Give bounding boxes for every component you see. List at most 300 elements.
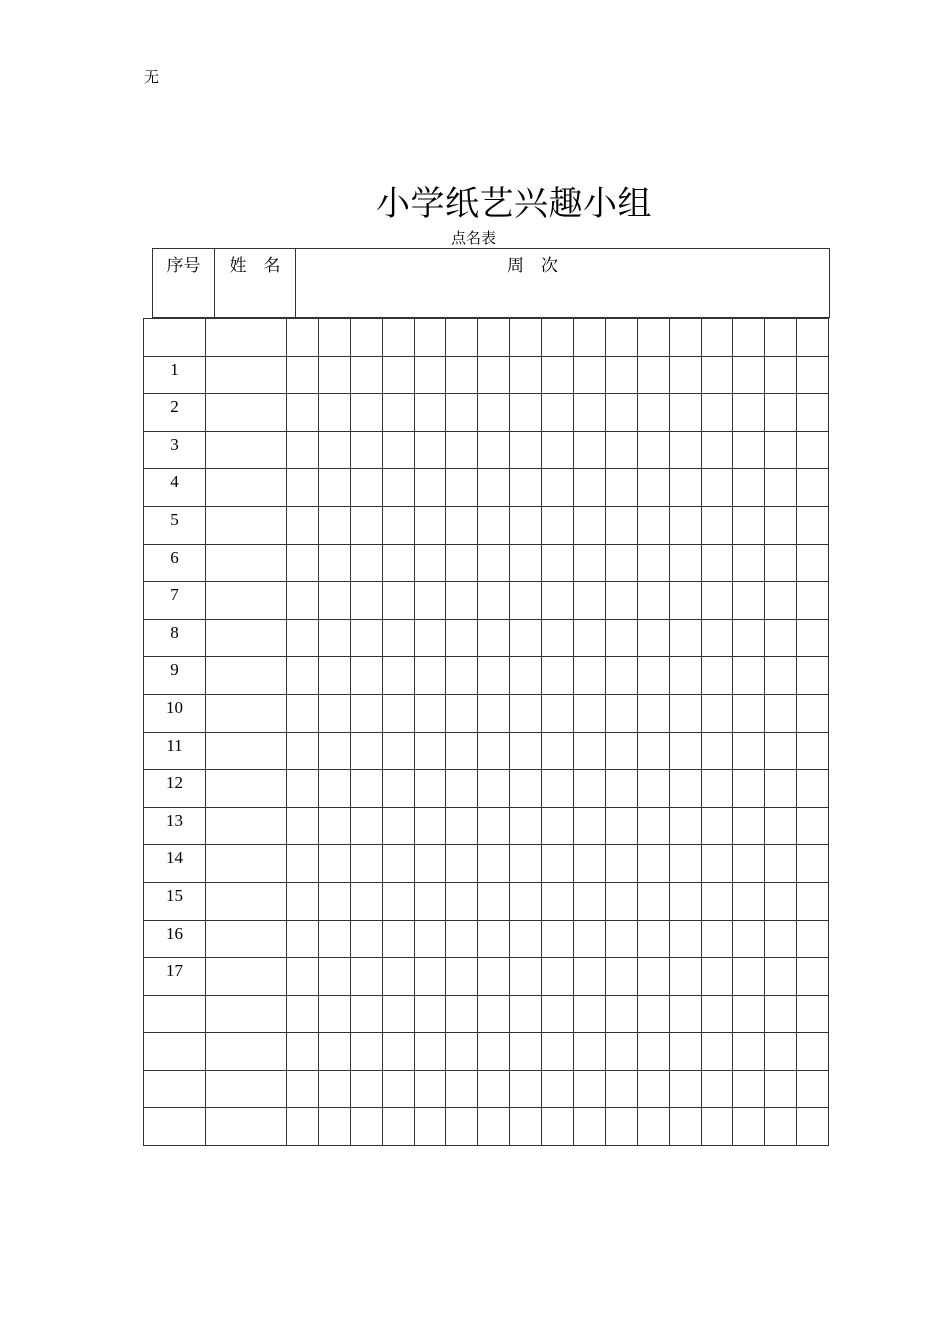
attendance-cell[interactable] bbox=[350, 995, 382, 1033]
attendance-cell[interactable] bbox=[669, 657, 701, 695]
attendance-cell[interactable] bbox=[574, 469, 606, 507]
attendance-cell[interactable] bbox=[287, 958, 319, 996]
attendance-cell[interactable] bbox=[287, 882, 319, 920]
attendance-cell[interactable] bbox=[478, 431, 510, 469]
attendance-cell[interactable] bbox=[574, 506, 606, 544]
attendance-cell[interactable] bbox=[382, 319, 414, 357]
attendance-cell[interactable] bbox=[318, 807, 350, 845]
attendance-cell[interactable] bbox=[287, 995, 319, 1033]
attendance-cell[interactable] bbox=[605, 619, 637, 657]
attendance-cell[interactable] bbox=[765, 394, 797, 432]
attendance-cell[interactable] bbox=[287, 732, 319, 770]
attendance-cell[interactable] bbox=[318, 319, 350, 357]
attendance-cell[interactable] bbox=[669, 582, 701, 620]
name-cell[interactable] bbox=[206, 732, 287, 770]
attendance-cell[interactable] bbox=[414, 882, 446, 920]
attendance-cell[interactable] bbox=[605, 544, 637, 582]
attendance-cell[interactable] bbox=[414, 619, 446, 657]
attendance-cell[interactable] bbox=[446, 582, 478, 620]
attendance-cell[interactable] bbox=[733, 770, 765, 808]
attendance-cell[interactable] bbox=[701, 920, 733, 958]
attendance-cell[interactable] bbox=[542, 732, 574, 770]
attendance-cell[interactable] bbox=[510, 694, 542, 732]
attendance-cell[interactable] bbox=[350, 319, 382, 357]
attendance-cell[interactable] bbox=[574, 807, 606, 845]
attendance-cell[interactable] bbox=[797, 1070, 829, 1108]
attendance-cell[interactable] bbox=[510, 319, 542, 357]
attendance-cell[interactable] bbox=[797, 469, 829, 507]
attendance-cell[interactable] bbox=[669, 920, 701, 958]
attendance-cell[interactable] bbox=[605, 958, 637, 996]
attendance-cell[interactable] bbox=[765, 807, 797, 845]
attendance-cell[interactable] bbox=[605, 657, 637, 695]
attendance-cell[interactable] bbox=[318, 1070, 350, 1108]
attendance-cell[interactable] bbox=[350, 1108, 382, 1146]
attendance-cell[interactable] bbox=[637, 770, 669, 808]
attendance-cell[interactable] bbox=[701, 657, 733, 695]
attendance-cell[interactable] bbox=[797, 394, 829, 432]
attendance-cell[interactable] bbox=[446, 807, 478, 845]
attendance-cell[interactable] bbox=[701, 694, 733, 732]
attendance-cell[interactable] bbox=[446, 1108, 478, 1146]
attendance-cell[interactable] bbox=[765, 469, 797, 507]
attendance-cell[interactable] bbox=[574, 882, 606, 920]
name-cell[interactable] bbox=[206, 582, 287, 620]
attendance-cell[interactable] bbox=[446, 845, 478, 883]
attendance-cell[interactable] bbox=[446, 356, 478, 394]
attendance-cell[interactable] bbox=[287, 807, 319, 845]
attendance-cell[interactable] bbox=[542, 770, 574, 808]
attendance-cell[interactable] bbox=[414, 845, 446, 883]
attendance-cell[interactable] bbox=[733, 920, 765, 958]
attendance-cell[interactable] bbox=[510, 431, 542, 469]
attendance-cell[interactable] bbox=[510, 1108, 542, 1146]
attendance-cell[interactable] bbox=[478, 958, 510, 996]
attendance-cell[interactable] bbox=[414, 657, 446, 695]
attendance-cell[interactable] bbox=[542, 394, 574, 432]
attendance-cell[interactable] bbox=[797, 544, 829, 582]
attendance-cell[interactable] bbox=[478, 356, 510, 394]
attendance-cell[interactable] bbox=[605, 469, 637, 507]
attendance-cell[interactable] bbox=[478, 732, 510, 770]
attendance-cell[interactable] bbox=[733, 995, 765, 1033]
name-cell[interactable] bbox=[206, 845, 287, 883]
name-cell[interactable] bbox=[206, 1108, 287, 1146]
attendance-cell[interactable] bbox=[574, 657, 606, 695]
attendance-cell[interactable] bbox=[318, 431, 350, 469]
attendance-cell[interactable] bbox=[446, 394, 478, 432]
attendance-cell[interactable] bbox=[797, 995, 829, 1033]
attendance-cell[interactable] bbox=[350, 958, 382, 996]
attendance-cell[interactable] bbox=[382, 920, 414, 958]
attendance-cell[interactable] bbox=[287, 356, 319, 394]
attendance-cell[interactable] bbox=[318, 1033, 350, 1071]
attendance-cell[interactable] bbox=[382, 1033, 414, 1071]
attendance-cell[interactable] bbox=[510, 920, 542, 958]
attendance-cell[interactable] bbox=[446, 1070, 478, 1108]
attendance-cell[interactable] bbox=[382, 694, 414, 732]
attendance-cell[interactable] bbox=[669, 1070, 701, 1108]
attendance-cell[interactable] bbox=[478, 582, 510, 620]
attendance-cell[interactable] bbox=[701, 1070, 733, 1108]
attendance-cell[interactable] bbox=[510, 506, 542, 544]
attendance-cell[interactable] bbox=[797, 506, 829, 544]
attendance-cell[interactable] bbox=[318, 845, 350, 883]
name-cell[interactable] bbox=[206, 469, 287, 507]
attendance-cell[interactable] bbox=[637, 1108, 669, 1146]
attendance-cell[interactable] bbox=[765, 319, 797, 357]
attendance-cell[interactable] bbox=[701, 469, 733, 507]
attendance-cell[interactable] bbox=[797, 845, 829, 883]
attendance-cell[interactable] bbox=[414, 732, 446, 770]
attendance-cell[interactable] bbox=[797, 356, 829, 394]
attendance-cell[interactable] bbox=[765, 619, 797, 657]
attendance-cell[interactable] bbox=[637, 319, 669, 357]
attendance-cell[interactable] bbox=[605, 995, 637, 1033]
attendance-cell[interactable] bbox=[733, 1070, 765, 1108]
attendance-cell[interactable] bbox=[350, 882, 382, 920]
attendance-cell[interactable] bbox=[701, 807, 733, 845]
attendance-cell[interactable] bbox=[637, 469, 669, 507]
attendance-cell[interactable] bbox=[382, 582, 414, 620]
attendance-cell[interactable] bbox=[542, 807, 574, 845]
attendance-cell[interactable] bbox=[414, 1070, 446, 1108]
name-cell[interactable] bbox=[206, 1070, 287, 1108]
attendance-cell[interactable] bbox=[542, 1108, 574, 1146]
name-cell[interactable] bbox=[206, 770, 287, 808]
attendance-cell[interactable] bbox=[318, 694, 350, 732]
attendance-cell[interactable] bbox=[669, 845, 701, 883]
attendance-cell[interactable] bbox=[414, 1033, 446, 1071]
attendance-cell[interactable] bbox=[733, 356, 765, 394]
attendance-cell[interactable] bbox=[701, 770, 733, 808]
attendance-cell[interactable] bbox=[446, 506, 478, 544]
attendance-cell[interactable] bbox=[318, 958, 350, 996]
attendance-cell[interactable] bbox=[605, 582, 637, 620]
attendance-cell[interactable] bbox=[733, 319, 765, 357]
attendance-cell[interactable] bbox=[733, 469, 765, 507]
attendance-cell[interactable] bbox=[382, 958, 414, 996]
attendance-cell[interactable] bbox=[637, 845, 669, 883]
attendance-cell[interactable] bbox=[414, 469, 446, 507]
attendance-cell[interactable] bbox=[542, 356, 574, 394]
attendance-cell[interactable] bbox=[637, 431, 669, 469]
name-cell[interactable] bbox=[206, 506, 287, 544]
attendance-cell[interactable] bbox=[574, 958, 606, 996]
attendance-cell[interactable] bbox=[542, 694, 574, 732]
attendance-cell[interactable] bbox=[701, 506, 733, 544]
attendance-cell[interactable] bbox=[478, 920, 510, 958]
attendance-cell[interactable] bbox=[382, 807, 414, 845]
attendance-cell[interactable] bbox=[318, 1108, 350, 1146]
attendance-cell[interactable] bbox=[510, 732, 542, 770]
attendance-cell[interactable] bbox=[574, 694, 606, 732]
attendance-cell[interactable] bbox=[542, 958, 574, 996]
attendance-cell[interactable] bbox=[478, 995, 510, 1033]
attendance-cell[interactable] bbox=[478, 1033, 510, 1071]
attendance-cell[interactable] bbox=[287, 394, 319, 432]
attendance-cell[interactable] bbox=[542, 469, 574, 507]
attendance-cell[interactable] bbox=[765, 882, 797, 920]
attendance-cell[interactable] bbox=[637, 582, 669, 620]
attendance-cell[interactable] bbox=[701, 394, 733, 432]
attendance-cell[interactable] bbox=[510, 882, 542, 920]
attendance-cell[interactable] bbox=[382, 732, 414, 770]
attendance-cell[interactable] bbox=[382, 995, 414, 1033]
attendance-cell[interactable] bbox=[542, 619, 574, 657]
attendance-cell[interactable] bbox=[414, 356, 446, 394]
attendance-cell[interactable] bbox=[637, 732, 669, 770]
attendance-cell[interactable] bbox=[733, 506, 765, 544]
attendance-cell[interactable] bbox=[414, 920, 446, 958]
attendance-cell[interactable] bbox=[797, 619, 829, 657]
name-cell[interactable] bbox=[206, 356, 287, 394]
attendance-cell[interactable] bbox=[701, 356, 733, 394]
attendance-cell[interactable] bbox=[637, 544, 669, 582]
attendance-cell[interactable] bbox=[605, 319, 637, 357]
attendance-cell[interactable] bbox=[478, 845, 510, 883]
attendance-cell[interactable] bbox=[605, 394, 637, 432]
attendance-cell[interactable] bbox=[574, 431, 606, 469]
attendance-cell[interactable] bbox=[765, 770, 797, 808]
attendance-cell[interactable] bbox=[605, 770, 637, 808]
attendance-cell[interactable] bbox=[382, 469, 414, 507]
attendance-cell[interactable] bbox=[287, 657, 319, 695]
attendance-cell[interactable] bbox=[637, 356, 669, 394]
attendance-cell[interactable] bbox=[637, 1070, 669, 1108]
attendance-cell[interactable] bbox=[765, 1108, 797, 1146]
attendance-cell[interactable] bbox=[797, 958, 829, 996]
attendance-cell[interactable] bbox=[478, 770, 510, 808]
attendance-cell[interactable] bbox=[542, 845, 574, 883]
attendance-cell[interactable] bbox=[446, 770, 478, 808]
attendance-cell[interactable] bbox=[605, 807, 637, 845]
attendance-cell[interactable] bbox=[350, 506, 382, 544]
attendance-cell[interactable] bbox=[637, 807, 669, 845]
attendance-cell[interactable] bbox=[701, 882, 733, 920]
attendance-cell[interactable] bbox=[478, 657, 510, 695]
name-cell[interactable] bbox=[206, 995, 287, 1033]
attendance-cell[interactable] bbox=[478, 469, 510, 507]
attendance-cell[interactable] bbox=[574, 582, 606, 620]
attendance-cell[interactable] bbox=[574, 356, 606, 394]
attendance-cell[interactable] bbox=[414, 958, 446, 996]
attendance-cell[interactable] bbox=[287, 694, 319, 732]
attendance-cell[interactable] bbox=[637, 394, 669, 432]
attendance-cell[interactable] bbox=[510, 582, 542, 620]
attendance-cell[interactable] bbox=[287, 619, 319, 657]
attendance-cell[interactable] bbox=[318, 920, 350, 958]
attendance-cell[interactable] bbox=[701, 995, 733, 1033]
attendance-cell[interactable] bbox=[510, 845, 542, 883]
attendance-cell[interactable] bbox=[733, 619, 765, 657]
attendance-cell[interactable] bbox=[765, 356, 797, 394]
attendance-cell[interactable] bbox=[542, 506, 574, 544]
attendance-cell[interactable] bbox=[797, 732, 829, 770]
attendance-cell[interactable] bbox=[478, 506, 510, 544]
attendance-cell[interactable] bbox=[318, 770, 350, 808]
attendance-cell[interactable] bbox=[510, 657, 542, 695]
attendance-cell[interactable] bbox=[765, 845, 797, 883]
attendance-cell[interactable] bbox=[287, 506, 319, 544]
attendance-cell[interactable] bbox=[287, 582, 319, 620]
attendance-cell[interactable] bbox=[765, 582, 797, 620]
attendance-cell[interactable] bbox=[605, 356, 637, 394]
attendance-cell[interactable] bbox=[637, 1033, 669, 1071]
attendance-cell[interactable] bbox=[669, 694, 701, 732]
attendance-cell[interactable] bbox=[765, 920, 797, 958]
attendance-cell[interactable] bbox=[318, 544, 350, 582]
attendance-cell[interactable] bbox=[542, 431, 574, 469]
attendance-cell[interactable] bbox=[382, 544, 414, 582]
attendance-cell[interactable] bbox=[414, 807, 446, 845]
attendance-cell[interactable] bbox=[382, 845, 414, 883]
attendance-cell[interactable] bbox=[701, 319, 733, 357]
attendance-cell[interactable] bbox=[287, 1033, 319, 1071]
attendance-cell[interactable] bbox=[510, 356, 542, 394]
attendance-cell[interactable] bbox=[733, 1108, 765, 1146]
attendance-cell[interactable] bbox=[510, 394, 542, 432]
attendance-cell[interactable] bbox=[318, 619, 350, 657]
attendance-cell[interactable] bbox=[318, 506, 350, 544]
attendance-cell[interactable] bbox=[765, 506, 797, 544]
attendance-cell[interactable] bbox=[446, 619, 478, 657]
attendance-cell[interactable] bbox=[510, 544, 542, 582]
attendance-cell[interactable] bbox=[414, 394, 446, 432]
attendance-cell[interactable] bbox=[669, 807, 701, 845]
name-cell[interactable] bbox=[206, 394, 287, 432]
attendance-cell[interactable] bbox=[605, 1033, 637, 1071]
name-cell[interactable] bbox=[206, 431, 287, 469]
attendance-cell[interactable] bbox=[446, 920, 478, 958]
attendance-cell[interactable] bbox=[637, 657, 669, 695]
attendance-cell[interactable] bbox=[446, 995, 478, 1033]
attendance-cell[interactable] bbox=[350, 431, 382, 469]
name-cell[interactable] bbox=[206, 657, 287, 695]
name-cell[interactable] bbox=[206, 882, 287, 920]
attendance-cell[interactable] bbox=[446, 319, 478, 357]
attendance-cell[interactable] bbox=[478, 1108, 510, 1146]
attendance-cell[interactable] bbox=[669, 995, 701, 1033]
attendance-cell[interactable] bbox=[669, 958, 701, 996]
attendance-cell[interactable] bbox=[542, 1033, 574, 1071]
attendance-cell[interactable] bbox=[446, 469, 478, 507]
attendance-cell[interactable] bbox=[733, 544, 765, 582]
attendance-cell[interactable] bbox=[637, 958, 669, 996]
attendance-cell[interactable] bbox=[574, 1033, 606, 1071]
attendance-cell[interactable] bbox=[542, 920, 574, 958]
attendance-cell[interactable] bbox=[574, 619, 606, 657]
attendance-cell[interactable] bbox=[318, 657, 350, 695]
attendance-cell[interactable] bbox=[733, 958, 765, 996]
attendance-cell[interactable] bbox=[669, 356, 701, 394]
attendance-cell[interactable] bbox=[797, 694, 829, 732]
attendance-cell[interactable] bbox=[510, 958, 542, 996]
attendance-cell[interactable] bbox=[701, 845, 733, 883]
attendance-cell[interactable] bbox=[701, 958, 733, 996]
attendance-cell[interactable] bbox=[350, 732, 382, 770]
attendance-cell[interactable] bbox=[669, 882, 701, 920]
attendance-cell[interactable] bbox=[446, 694, 478, 732]
attendance-cell[interactable] bbox=[350, 845, 382, 883]
attendance-cell[interactable] bbox=[318, 882, 350, 920]
attendance-cell[interactable] bbox=[637, 920, 669, 958]
name-cell[interactable] bbox=[206, 1033, 287, 1071]
attendance-cell[interactable] bbox=[669, 619, 701, 657]
attendance-cell[interactable] bbox=[382, 882, 414, 920]
attendance-cell[interactable] bbox=[733, 582, 765, 620]
attendance-cell[interactable] bbox=[637, 506, 669, 544]
attendance-cell[interactable] bbox=[765, 694, 797, 732]
attendance-cell[interactable] bbox=[478, 694, 510, 732]
attendance-cell[interactable] bbox=[318, 394, 350, 432]
attendance-cell[interactable] bbox=[637, 619, 669, 657]
attendance-cell[interactable] bbox=[701, 1108, 733, 1146]
attendance-cell[interactable] bbox=[382, 657, 414, 695]
attendance-cell[interactable] bbox=[605, 920, 637, 958]
attendance-cell[interactable] bbox=[605, 882, 637, 920]
attendance-cell[interactable] bbox=[382, 770, 414, 808]
name-cell[interactable] bbox=[206, 544, 287, 582]
attendance-cell[interactable] bbox=[574, 845, 606, 883]
attendance-cell[interactable] bbox=[701, 544, 733, 582]
attendance-cell[interactable] bbox=[669, 319, 701, 357]
name-cell[interactable] bbox=[206, 958, 287, 996]
attendance-cell[interactable] bbox=[765, 995, 797, 1033]
attendance-cell[interactable] bbox=[733, 657, 765, 695]
attendance-cell[interactable] bbox=[350, 619, 382, 657]
attendance-cell[interactable] bbox=[574, 920, 606, 958]
attendance-cell[interactable] bbox=[669, 1108, 701, 1146]
attendance-cell[interactable] bbox=[510, 1033, 542, 1071]
attendance-cell[interactable] bbox=[350, 694, 382, 732]
attendance-cell[interactable] bbox=[478, 394, 510, 432]
attendance-cell[interactable] bbox=[605, 1108, 637, 1146]
attendance-cell[interactable] bbox=[765, 1070, 797, 1108]
attendance-cell[interactable] bbox=[733, 1033, 765, 1071]
attendance-cell[interactable] bbox=[669, 469, 701, 507]
attendance-cell[interactable] bbox=[446, 882, 478, 920]
attendance-cell[interactable] bbox=[350, 920, 382, 958]
attendance-cell[interactable] bbox=[446, 732, 478, 770]
attendance-cell[interactable] bbox=[733, 394, 765, 432]
attendance-cell[interactable] bbox=[733, 882, 765, 920]
attendance-cell[interactable] bbox=[510, 469, 542, 507]
attendance-cell[interactable] bbox=[382, 1108, 414, 1146]
attendance-cell[interactable] bbox=[733, 732, 765, 770]
attendance-cell[interactable] bbox=[414, 431, 446, 469]
attendance-cell[interactable] bbox=[542, 319, 574, 357]
attendance-cell[interactable] bbox=[446, 958, 478, 996]
attendance-cell[interactable] bbox=[797, 770, 829, 808]
attendance-cell[interactable] bbox=[318, 732, 350, 770]
attendance-cell[interactable] bbox=[318, 582, 350, 620]
attendance-cell[interactable] bbox=[542, 995, 574, 1033]
attendance-cell[interactable] bbox=[446, 544, 478, 582]
attendance-cell[interactable] bbox=[382, 394, 414, 432]
attendance-cell[interactable] bbox=[350, 469, 382, 507]
attendance-cell[interactable] bbox=[478, 544, 510, 582]
attendance-cell[interactable] bbox=[669, 770, 701, 808]
attendance-cell[interactable] bbox=[574, 995, 606, 1033]
name-cell[interactable] bbox=[206, 619, 287, 657]
attendance-cell[interactable] bbox=[414, 506, 446, 544]
attendance-cell[interactable] bbox=[414, 694, 446, 732]
attendance-cell[interactable] bbox=[669, 1033, 701, 1071]
attendance-cell[interactable] bbox=[542, 544, 574, 582]
attendance-cell[interactable] bbox=[478, 807, 510, 845]
attendance-cell[interactable] bbox=[287, 1108, 319, 1146]
